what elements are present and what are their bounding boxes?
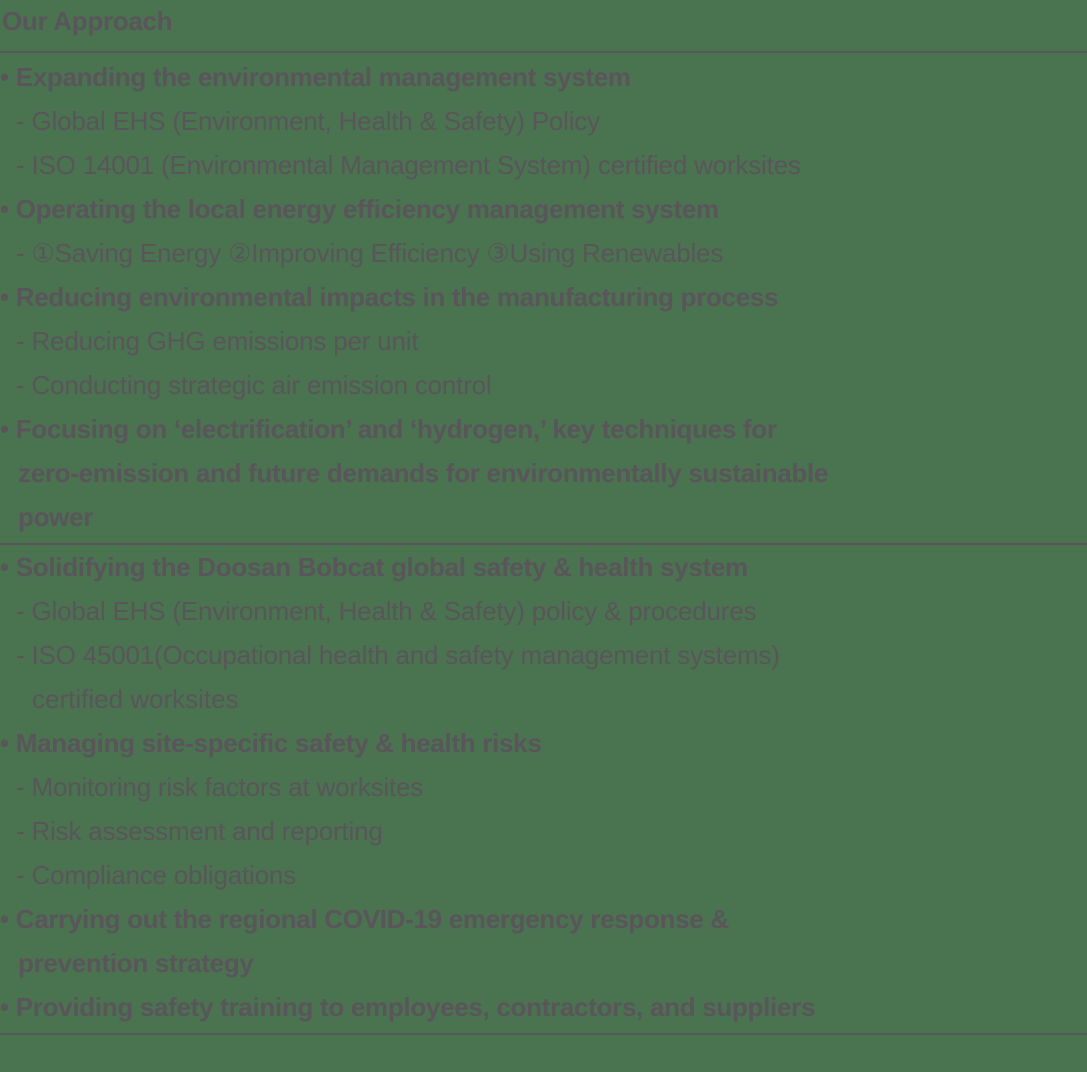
divider-bottom (0, 1033, 1087, 1035)
list-item-heading: • Reducing environmental impacts in the manufacturing process (0, 282, 779, 312)
list-item-heading: • Solidifying the Doosan Bobcat global safety & health system (0, 552, 748, 582)
section-title: Our Approach (2, 6, 173, 36)
list-item-heading: • Providing safety training to employees, contractors, and suppliers (0, 992, 816, 1022)
list-item-detail: - Global EHS (Environment, Health & Safety) Policy (16, 106, 600, 136)
divider-top (0, 51, 1087, 53)
list-item-detail: - ①Saving Energy ②Improving Efficiency ③Using Renewables (16, 238, 724, 268)
list-item-detail: - ISO 14001 (Environmental Management System) certified worksites (16, 150, 801, 180)
list-item-detail: - Compliance obligations (16, 860, 296, 890)
list-item-heading: • Focusing on ‘electrification’ and ‘hydrogen,’ key techniques for (0, 414, 777, 444)
list-item-detail: - ISO 45001(Occupational health and safety management systems) (16, 640, 780, 670)
list-item-heading: • Carrying out the regional COVID-19 emergency response & (0, 904, 729, 934)
list-item-heading: prevention strategy (18, 948, 254, 978)
list-item-detail: - Monitoring risk factors at worksites (16, 772, 424, 802)
list-item-heading: power (18, 502, 94, 532)
list-item-detail: certified worksites (32, 684, 239, 714)
divider-middle (0, 543, 1087, 545)
list-item-detail: - Risk assessment and reporting (16, 816, 383, 846)
list-item-heading: • Operating the local energy efficiency management system (0, 194, 719, 224)
list-item-detail: - Global EHS (Environment, Health & Safety) policy & procedures (16, 596, 757, 626)
list-item-detail: - Conducting strategic air emission control (16, 370, 492, 400)
list-item-heading: zero-emission and future demands for environmentally sustainable (18, 458, 829, 488)
list-item-heading: • Expanding the environmental management system (0, 62, 631, 92)
list-item-heading: • Managing site-specific safety & health risks (0, 728, 542, 758)
list-item-detail: - Reducing GHG emissions per unit (16, 326, 419, 356)
